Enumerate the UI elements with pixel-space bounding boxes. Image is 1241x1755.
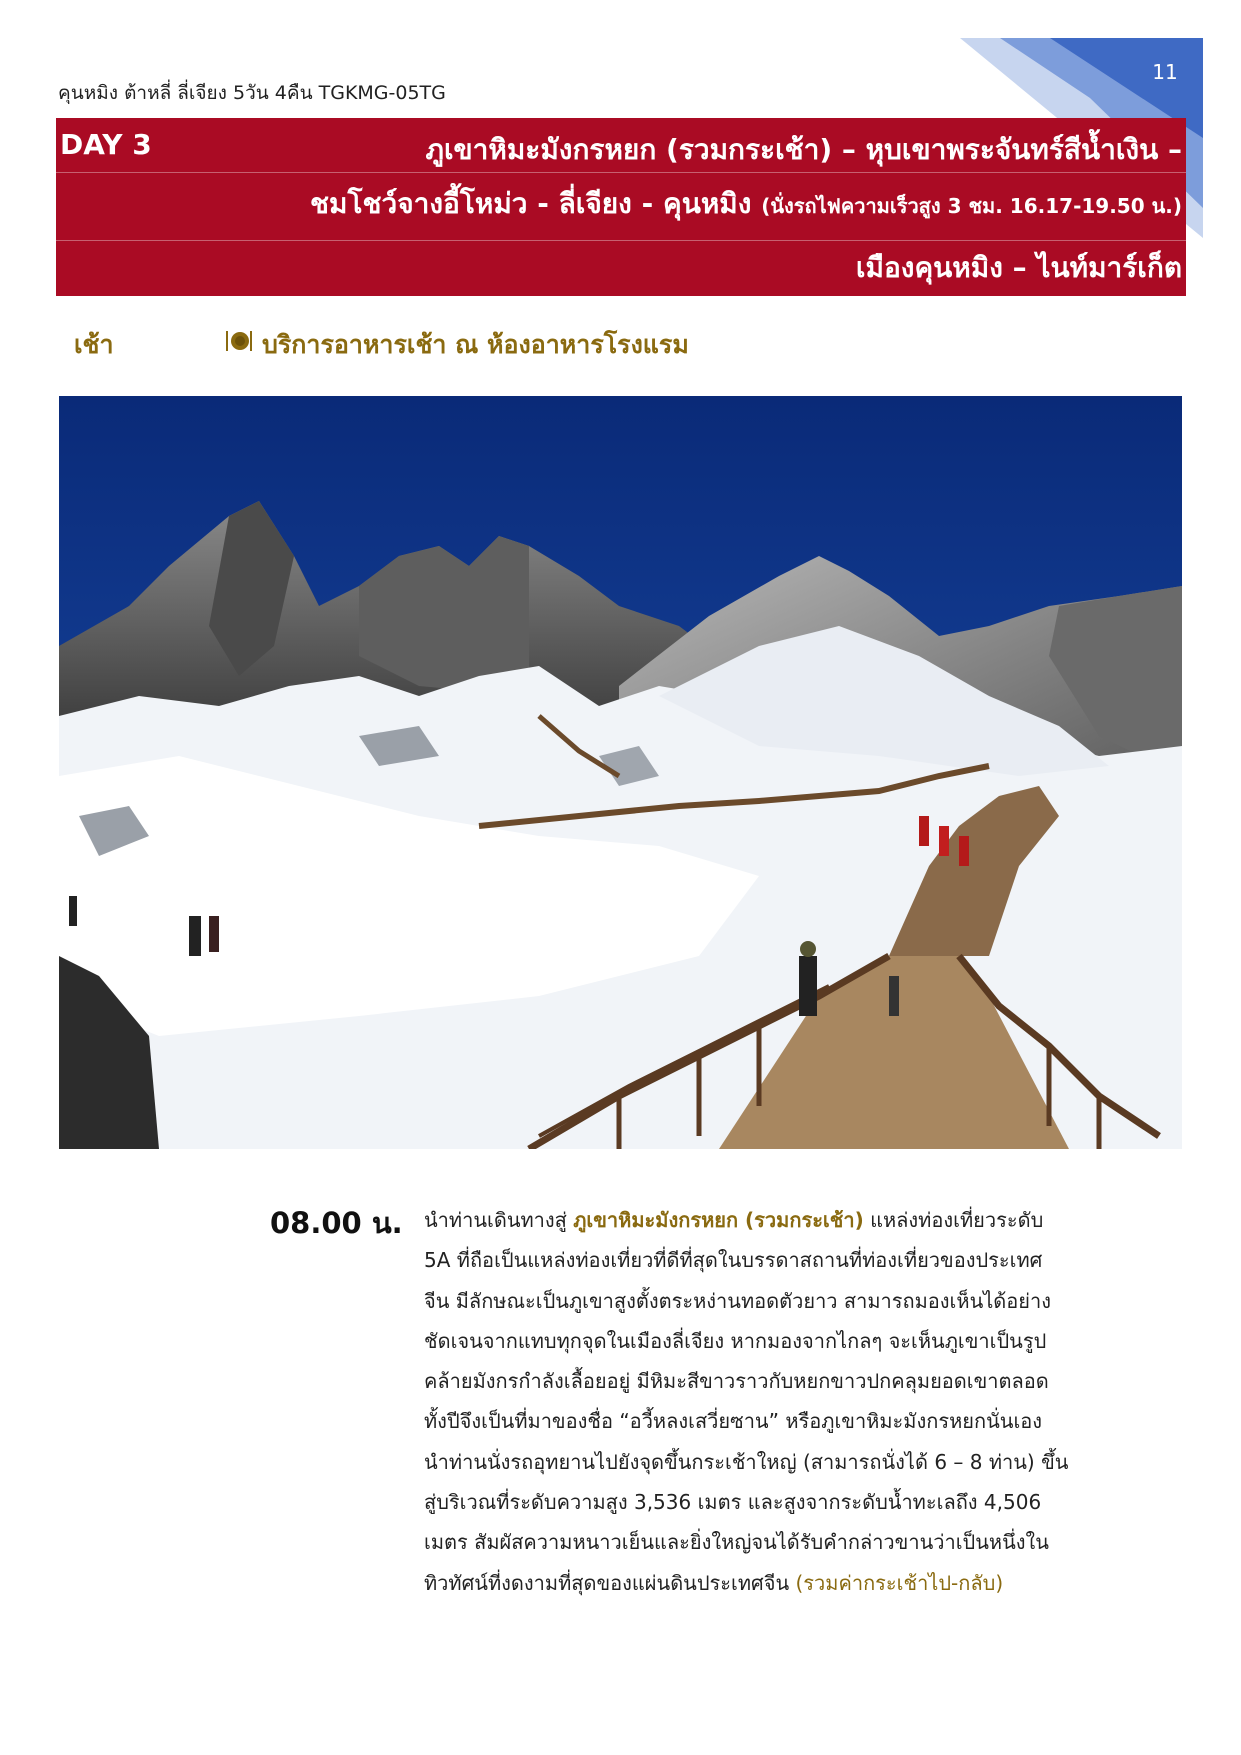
description-text: ทิวทัศน์ที่งดงามที่สุดของแผ่นดินประเทศจีน <box>424 1570 796 1595</box>
day-label: DAY 3 <box>60 128 152 161</box>
document-subtitle: คุนหมิง ต้าหลี่ ลี่เจียง 5วัน 4คืน TGKMG-05TG <box>58 82 446 104</box>
description-line: นำท่านนั่งรถอุทยานไปยังจุดขึ้นกระเช้าใหญ่ (สามารถนั่งได้ 6 – 8 ท่าน) ขึ้น <box>424 1449 1069 1474</box>
itinerary-time: 08.00 น. <box>270 1206 403 1240</box>
banner-divider <box>56 240 1186 241</box>
dish-icon <box>225 328 253 354</box>
page-number: 11 <box>1152 60 1178 84</box>
description-line: 5A ที่ถือเป็นแหล่งท่องเที่ยวที่ดีที่สุดในบรรดาสถานที่ท่องเที่ยวของประเทศ <box>424 1248 1043 1273</box>
description-line: เมตร สัมผัสความหนาวเย็นและยิ่งใหญ่จนได้รับคำกล่าวขานว่าเป็นหนึ่งใน <box>424 1530 1049 1555</box>
meal-text: บริการอาหารเช้า ณ ห้องอาหารโรงแรม <box>262 330 689 359</box>
meal-row <box>0 325 1241 365</box>
description-line: คล้ายมังกรกำลังเลื้อยอยู่ มีหิมะสีขาวราวกับหยกขาวปกคลุมยอดเขาตลอด <box>424 1369 1049 1394</box>
description-line: ชัดเจนจากแทบทุกจุดในเมืองลี่เจียง หากมองจากไกลๆ จะเห็นภูเขาเป็นรูป <box>424 1328 1047 1353</box>
description-line <box>424 1200 1168 1240</box>
banner-divider <box>56 172 1186 173</box>
jade-dragon-snow-mountain-photo <box>59 396 1182 1149</box>
description-text: แหล่งท่องเที่ยวระดับ <box>863 1208 1044 1232</box>
attraction-highlight: ภูเขาหิมะมังกรหยก (รวมกระเช้า) <box>573 1208 864 1232</box>
banner-line-2-note: (นั่งรถไฟความเร็วสูง 3 ชม. 16.17-19.50 น.) <box>761 194 1182 218</box>
description-line: จีน มีลักษณะเป็นภูเขาสูงตั้งตระหง่านทอดตัวยาว สามารถมองเห็นได้อย่าง <box>424 1288 1052 1313</box>
description-text: นำท่านเดินทางสู่ <box>424 1208 574 1232</box>
banner-line-3: เมืองคุนหมิง – ไนท์มาร์เก็ต <box>855 251 1182 284</box>
banner-line-2 <box>310 182 1182 226</box>
meal-time: เช้า <box>74 330 114 359</box>
banner-line-2-text: ชมโชว์จางอี้โหม่ว - ลี่เจียง - คุนหมิง <box>310 187 752 220</box>
description-line <box>424 1563 1168 1603</box>
itinerary-description <box>424 1200 1168 1603</box>
description-line: สู่บริเวณที่ระดับความสูง 3,536 เมตร และสูงจากระดับน้ำทะเลถึง 4,506 <box>424 1490 1042 1515</box>
day-banner <box>56 118 1186 296</box>
banner-line-1: ภูเขาหิมะมังกรหยก (รวมกระเช้า) – หุบเขาพระจันทร์สีน้ำเงิน – <box>425 133 1182 166</box>
description-line: ทั้งปีจึงเป็นที่มาของชื่อ “อวี้หลงเสวี่ยซาน” หรือภูเขาหิมะมังกรหยกนั่นเอง <box>424 1409 1043 1434</box>
cable-car-note: (รวมค่ากระเช้าไป-กลับ) <box>795 1570 1004 1595</box>
